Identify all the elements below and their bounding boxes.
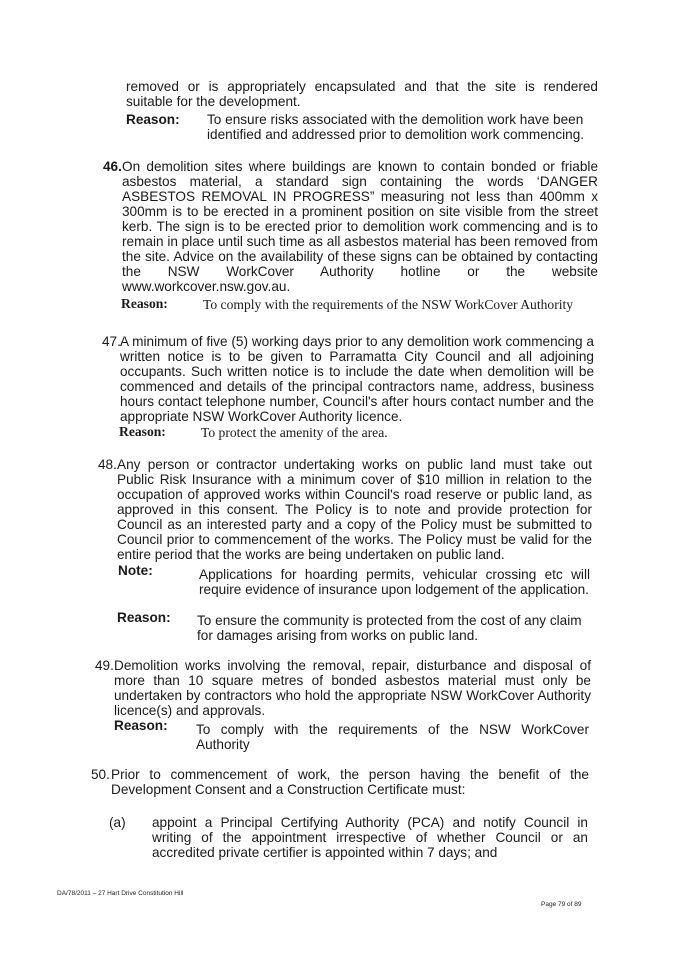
footer-reference: DA/78/2011 – 27 Hart Drive Constitution Hill [57,890,184,897]
condition-46-text: On demolition sites where buildings are known to contain bonded or friable asbestos material, a standard sign containing the words ‘DANGER ASBESTOS REMOVAL IN PROGRESS” measuring not less than 400mm x 300mm is to be erected in a prominent position on site visible from the street kerb. The sign is to be erected prior to demolition work commencing and is to remain in place until such time as all asbestos material has been removed from the site. Advice on the availability of these signs can be obtained by contacting the NSW WorkCover Authority hotline or the website www.workcover.nsw.gov.au. [122,159,599,294]
condition-48-text: Any person or contractor undertaking works on public land must take out Public Risk Insurance with a minimum cover of $10 million in relation to the occupation of approved works within Council's road reserve or public land, as approved in this consent. The Policy is to note and provide protection for Council as an interested party and a copy of the Policy must be submitted to Council prior to commencement of the works. The Policy must be valid for the entire period that the works are being undertaken on public land. [117,457,592,562]
condition-50-text: Prior to commencement of work, the person having the benefit of the Development Consent and a Construction Certificate must: [111,767,589,797]
intro-reason-text: To ensure risks associated with the demolition work have been identified and addressed prior to demolition work commencing. [207,112,585,142]
condition-48-number: 48. [98,457,117,472]
intro-paragraph: removed or is appropriately encapsulated and that the site is rendered suitable for the development. [126,79,598,109]
condition-48-reason-label: Reason: [117,610,171,625]
condition-46-number: 46. [103,159,122,174]
condition-49-text: Demolition works involving the removal, repair, disturbance and disposal of more than 10 square metres of bonded asbestos material must only be undertaken by contractors who hold the appropriate NSW WorkCover Authority licence(s) and approvals. [114,658,591,718]
condition-50-sub-a-label: (a) [109,815,126,830]
condition-49-reason-text: To comply with the requirements of the NSW WorkCover Authority [196,722,589,752]
condition-50-number: 50. [91,767,110,782]
condition-47-reason-label: Reason: [119,424,166,439]
condition-48-note-text: Applications for hoarding permits, vehicular crossing etc will require evidence of insurance upon lodgement of the application. [199,567,590,597]
condition-48-note-label: Note: [118,563,153,578]
condition-46-reason-text: To comply with the requirements of the NSW WorkCover Authority [203,297,574,312]
condition-49-number: 49. [95,658,114,673]
condition-47-number: 47. [102,334,121,349]
condition-46-reason-label: Reason: [121,296,168,311]
intro-reason-label: Reason: [126,112,180,127]
condition-48-reason-text: To ensure the community is protected from the cost of any claim for damages arising from works on public land. [197,613,582,643]
condition-47-reason-text: To protect the amenity of the area. [201,425,388,440]
condition-49-reason-label: Reason: [114,718,168,733]
condition-47-text: A minimum of five (5) working days prior to any demolition work commencing a written notice is to be given to Parramatta City Council and all adjoining occupants. Such written notice is to include the date when demolition will be commenced and details of the principal contractors name, address, business hours contact telephone number, Council's after hours contact number and the appropriate NSW WorkCover Authority licence. [120,334,594,424]
footer-page-number: Page 79 of 89 [541,901,582,908]
condition-50-sub-a-text: appoint a Principal Certifying Authority (PCA) and notify Council in writing of the appointment irrespective of whether Council or an accredited private certifier is appointed within 7 days; and [152,815,588,860]
